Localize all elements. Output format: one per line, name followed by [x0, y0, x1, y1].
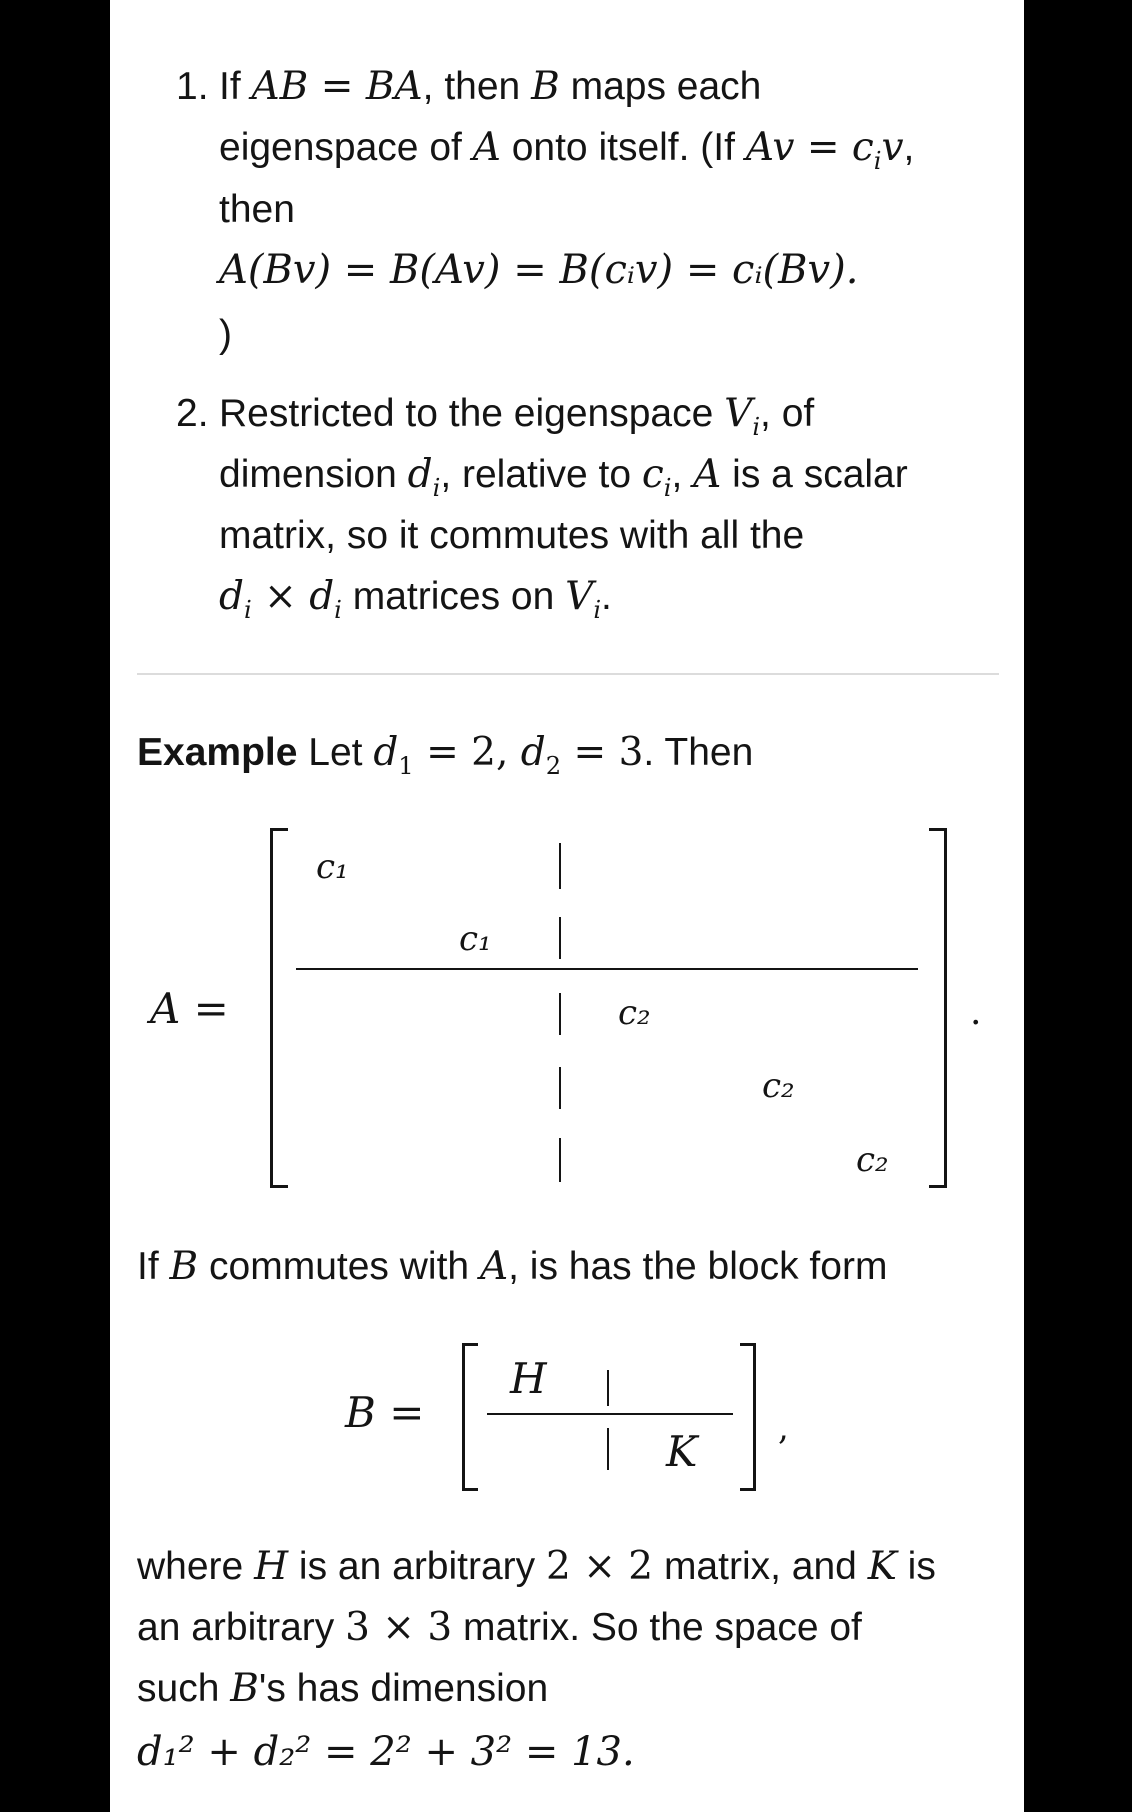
- matrix-a-period: .: [970, 992, 982, 1033]
- matrix-b-left-bracket-top: [462, 1343, 478, 1346]
- matrix-b-block-hline: [487, 1413, 733, 1415]
- item2-line1: Restricted to the eigenspace $V_i$, of: [219, 391, 815, 441]
- conclusion-equation: d₁² + d₂² = 2² + 3² = 13.: [137, 1729, 635, 1775]
- matrix-a-block-vline-3: [559, 993, 561, 1035]
- matrix-a-entry: c₂: [856, 1140, 889, 1180]
- commutes-line: If B commutes with A, is has the block form: [137, 1244, 888, 1289]
- matrix-b-k: K: [666, 1427, 698, 1476]
- matrix-b-right-bracket-top: [740, 1343, 756, 1346]
- item2-line2: dimension $d_i$, relative to $c_i$, A is a scalar: [219, 452, 908, 502]
- matrix-b-right-bracket: [753, 1343, 756, 1491]
- list-marker-1: 1.: [176, 65, 209, 108]
- matrix-a-block-hline: [296, 968, 918, 970]
- item1-equation: A(Bv) = B(Av) = B(cᵢv) = cᵢ(Bv).: [219, 247, 859, 293]
- matrix-b-right-bracket-bottom: [740, 1488, 756, 1491]
- matrix-a-left-bracket-bottom: [270, 1185, 288, 1188]
- matrix-a-left-bracket-top: [270, 828, 288, 831]
- item1-close-paren: ): [219, 313, 232, 356]
- conclusion-line-2: an arbitrary 3 × 3 matrix. So the space of: [137, 1605, 862, 1650]
- item1-line3: then: [219, 188, 295, 231]
- matrix-a-right-bracket-bottom: [929, 1185, 947, 1188]
- matrix-b-h: H: [510, 1354, 547, 1403]
- matrix-a-entry: c₂: [618, 993, 651, 1033]
- matrix-b-left-bracket-bottom: [462, 1488, 478, 1491]
- matrix-a-right-bracket: [944, 828, 947, 1188]
- matrix-a-left-bracket: [270, 828, 273, 1188]
- matrix-a-right-bracket-top: [929, 828, 947, 831]
- matrix-a-block-vline-2: [559, 917, 561, 959]
- matrix-a-block-vline-1: [559, 843, 561, 889]
- example-line: Example Let $d_1 = 2$, $d_2 = 3$. Then: [137, 730, 754, 780]
- matrix-b-left-bracket: [462, 1343, 465, 1491]
- matrix-b-lhs: B =: [345, 1388, 425, 1437]
- matrix-a-lhs: A =: [150, 984, 229, 1033]
- item2-line4: $d_i \times d_i$ matrices on $V_i$.: [219, 574, 612, 624]
- matrix-b-block-vline-2: [607, 1428, 609, 1470]
- item1-line2: eigenspace of A onto itself. (If $Av = c_iv$,: [219, 125, 915, 175]
- matrix-b-comma: ,: [778, 1408, 789, 1448]
- matrix-a-block-vline-4: [559, 1067, 561, 1109]
- matrix-b-block-vline-1: [607, 1370, 609, 1406]
- item2-line3: matrix, so it commutes with all the: [219, 514, 805, 557]
- matrix-a-entry: c₂: [762, 1066, 795, 1106]
- item1-line1: If AB = BA, then B maps each: [219, 64, 762, 109]
- matrix-a-entry: c₁: [459, 919, 492, 959]
- horizontal-divider: [137, 673, 999, 675]
- conclusion-line-3: such B's has dimension: [137, 1666, 549, 1711]
- example-label: Example: [137, 731, 298, 774]
- matrix-a-entry: c₁: [316, 847, 349, 887]
- list-marker-2: 2.: [176, 392, 209, 435]
- conclusion-line-1: where H is an arbitrary 2 × 2 matrix, and K is: [137, 1544, 936, 1589]
- matrix-a-block-vline-5: [559, 1138, 561, 1182]
